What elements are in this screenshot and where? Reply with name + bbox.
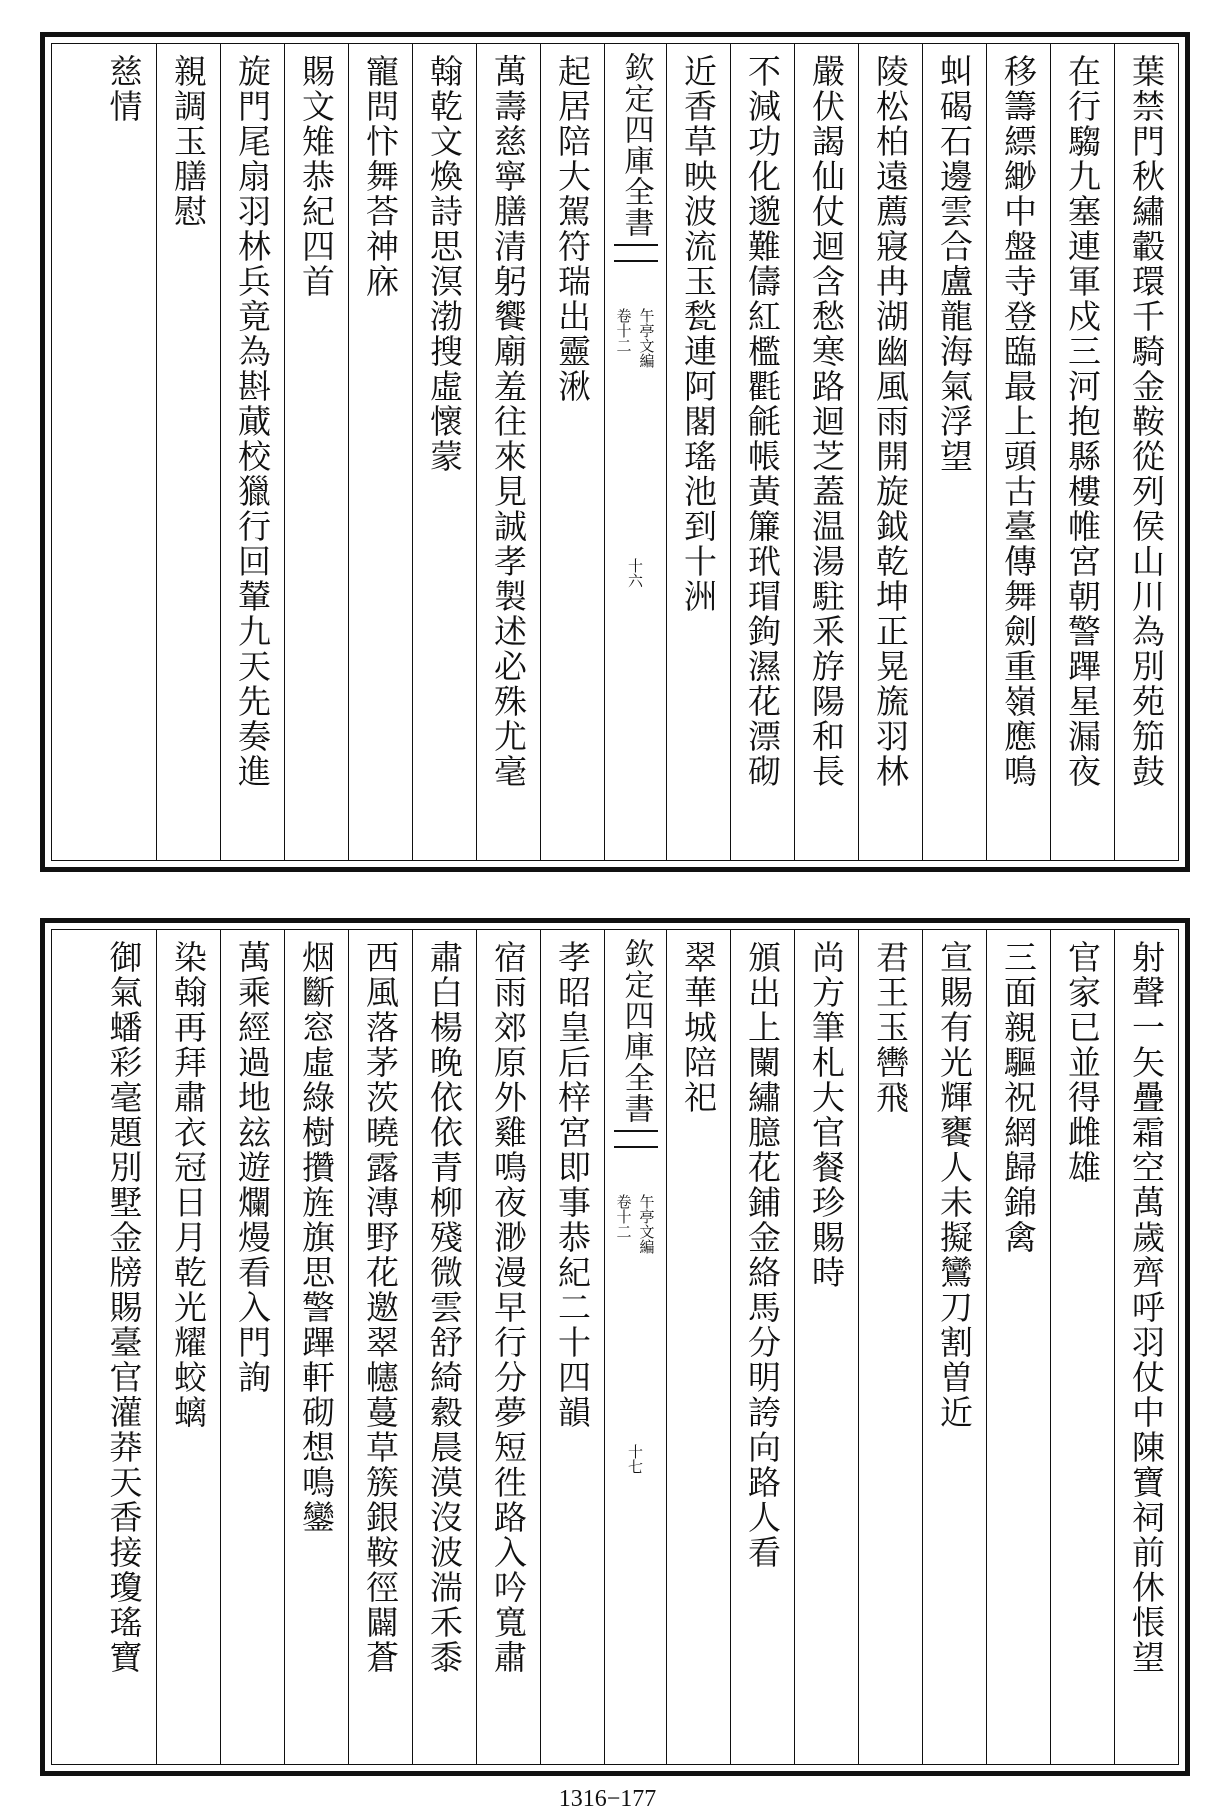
bottom-column-6: [794, 930, 858, 1764]
text-line: 陵松柏遠薦寢冉湖幽風雨開旋鉞乾坤正晃旒羽林: [871, 54, 910, 789]
text-line: 移籌縹緲中盤寺登臨最上頭古臺傳舞劍重嶺應鳴: [999, 54, 1038, 789]
text-line: 慈情: [104, 54, 144, 124]
volume-label-line: 午亭文編: [637, 1194, 656, 1254]
top-column-12: [348, 44, 412, 860]
text-line: 染翰再拜肅衣冠日月乾光耀蛟螭: [169, 940, 208, 1430]
bottom-column-3: [986, 930, 1050, 1764]
bottom-column-14: [220, 930, 284, 1764]
bottom-column-5: [858, 930, 922, 1764]
text-line: 翠華城陪祀: [679, 940, 718, 1115]
top-column-8: [666, 44, 730, 860]
text-line: 尚方筆札大官餐珍賜時: [807, 940, 846, 1290]
text-line: 宣賜有光輝饔人未擬鸞刀割曽近: [935, 940, 974, 1430]
text-line: 官家已並得雌雄: [1063, 940, 1102, 1185]
bottom-column-13: [284, 930, 348, 1764]
text-line: 孝昭皇后梓宮即事恭紀二十四韻: [553, 940, 592, 1430]
bottom-column-1: [1114, 930, 1178, 1764]
leaf-number: 十六: [626, 558, 644, 588]
bottom-page: [40, 918, 1190, 1776]
bottom-column-7: [730, 930, 794, 1764]
top-column-1: [1114, 44, 1178, 860]
bottom-column-12: [348, 930, 412, 1764]
bottom-column-10: [476, 930, 540, 1764]
text-line: 寵問忭舞荅神庥: [361, 54, 400, 299]
text-line: 起居陪大駕符瑞出靈湫: [553, 54, 592, 404]
bottom-center-column: [604, 930, 666, 1764]
text-line: 翰乾文煥詩思溟渤搜虛懷蒙: [425, 54, 464, 474]
top-column-7: [730, 44, 794, 860]
top-column-11: [412, 44, 476, 860]
top-column-9: [540, 44, 604, 860]
text-line: 虯碣石邊雲合盧龍海氣浮望: [935, 54, 974, 474]
text-line: 嚴伏謁仙仗迴含愁寒路迴芝蓋温湯駐釆斿陽和長: [807, 54, 846, 789]
volume-label-line: 卷十二: [614, 1194, 633, 1239]
top-column-13: [284, 44, 348, 860]
text-line: 萬乘經過地玆遊爛熳看入門詢: [233, 940, 272, 1395]
bottom-column-9: [540, 930, 604, 1764]
top-column-3: [986, 44, 1050, 860]
bottom-column-11: [412, 930, 476, 1764]
bottom-column-4: [922, 930, 986, 1764]
top-page: [40, 32, 1190, 872]
text-line: 在行騶九塞連軍戍三河抱縣樓帷宮朝警蹕星漏夜: [1063, 54, 1102, 789]
top-page-frame: [51, 43, 1179, 861]
text-line: 親調玉膳慰: [169, 54, 208, 229]
top-center-column: [604, 44, 666, 860]
plate-number: 1316−177: [558, 1786, 657, 1812]
bottom-page-frame: [51, 929, 1179, 1765]
volume-label: [614, 1194, 658, 1254]
text-line: 御氣蟠彩毫題別墅金牓賜臺官灌莽天香接瓊瑤寶: [104, 940, 144, 1675]
text-line: 萬壽慈寧膳清躬饗廟羞往來見誠孝製述必殊尤毫: [489, 54, 528, 789]
top-column-14: [220, 44, 284, 860]
fishtail-mark: [614, 244, 658, 262]
top-column-15: [156, 44, 220, 860]
top-column-16: [92, 44, 156, 860]
top-column-2: [1050, 44, 1114, 860]
text-line: 旋門尾扇羽林兵竟為斟蕆校獵行回輦九天先奏進: [233, 54, 272, 789]
top-column-10: [476, 44, 540, 860]
volume-label: [614, 308, 658, 368]
text-line: 射聲一矢疊霜空萬歲齊呼羽仗中陳寶祠前休悵望: [1127, 940, 1166, 1675]
top-column-6: [794, 44, 858, 860]
bottom-column-16: [92, 930, 156, 1764]
text-line: 西風落茅茨曉露漙野花邀翠幰蔓草簇銀鞍徑闢蒼: [361, 940, 400, 1675]
text-line: 君王玉轡飛: [871, 940, 910, 1115]
fishtail-mark: [614, 1130, 658, 1148]
top-column-4: [922, 44, 986, 860]
bottom-column-15: [156, 930, 220, 1764]
book-title: 欽定四庫全書: [618, 52, 654, 238]
text-line: 不減功化邈難儔紅檻氍毹帳黃簾玳瑁鉤濕花漂砌: [743, 54, 782, 789]
text-line: 宿雨郊原外雞鳴夜渺漫早行分夢短徃路入吟寬肅: [489, 940, 528, 1675]
text-line: 頒出上闌繡臆花鋪金絡馬分明誇向路人看: [743, 940, 782, 1570]
text-line: 近香草映波流玉甃連阿閣瑤池到十洲: [679, 54, 718, 614]
top-page-columns: [52, 44, 1178, 860]
text-line: 肅白楊晚依依青柳殘微雲舒綺縠晨漠沒波湍禾黍: [425, 940, 464, 1675]
bottom-page-columns: [52, 930, 1178, 1764]
book-title: 欽定四庫全書: [618, 938, 654, 1124]
text-line: 烟斷窓虛綠樹攢旌旗思警蹕軒砌想鳴鑾: [297, 940, 336, 1535]
volume-label-line: 卷十二: [614, 308, 633, 353]
leaf-number: 十七: [626, 1444, 644, 1474]
bottom-column-8: [666, 930, 730, 1764]
text-line: 三面親驅祝網歸錦禽: [999, 940, 1038, 1255]
volume-label-line: 午亭文編: [637, 308, 656, 368]
top-column-5: [858, 44, 922, 860]
text-line: 葉禁門秋繡轂環千騎金鞍從列侯山川為別苑笳鼓: [1127, 54, 1166, 789]
text-line: 賜文雉恭紀四首: [297, 54, 336, 299]
bottom-column-2: [1050, 930, 1114, 1764]
